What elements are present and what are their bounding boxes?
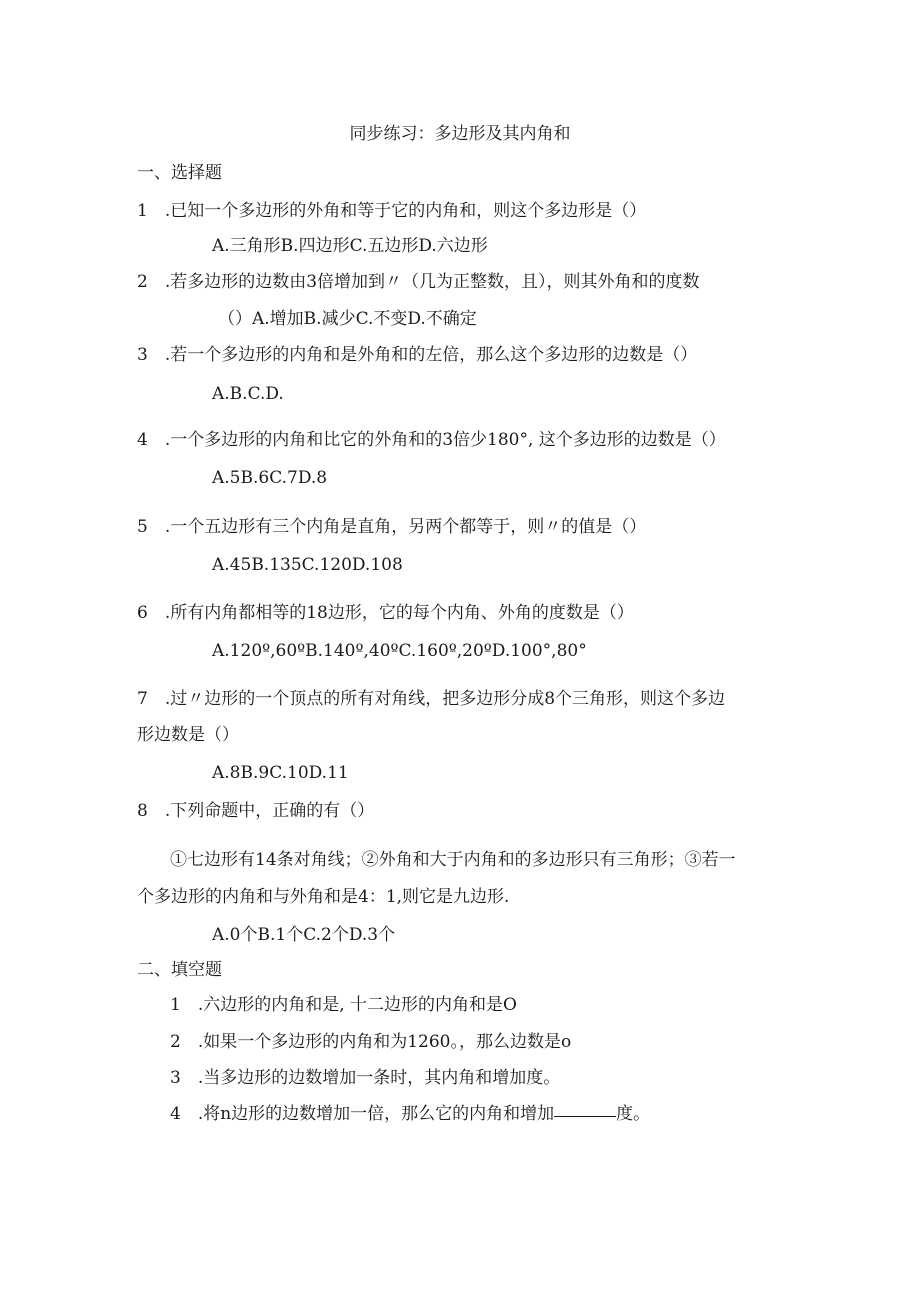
question-2-options: （）A.增加B.减少C.不变D.不确定 <box>218 309 477 329</box>
question-3-stem: 3 .若一个多边形的内角和是外角和的左倍，那么这个多边形的边数是（） <box>137 345 698 365</box>
question-1-stem: 1 .已知一个多边形的外角和等于它的内角和，则这个多边形是（） <box>137 201 647 221</box>
question-8-body-line-2: 个多边形的内角和与外角和是4：1,则它是九边形. <box>137 887 510 907</box>
question-8-options: A.0个B.1个C.2个D.3个 <box>212 925 396 945</box>
fill-question-4-text: 4 .将n边形的边数增加一倍，那么它的内角和增加 <box>170 1104 555 1124</box>
question-8-body-line-1: ①七边形有14条对角线；②外角和大于内角和的多边形只有三角形；③若一 <box>170 850 736 870</box>
question-5-stem: 5 .一个五边形有三个内角是直角，另两个都等于，则〃的值是（） <box>137 517 647 537</box>
fill-question-2: 2 .如果一个多边形的内角和为1260。，那么边数是o <box>170 1032 572 1052</box>
question-6-stem: 6 .所有内角都相等的18边形，它的每个内角、外角的度数是（） <box>137 603 634 623</box>
fill-question-4 <box>170 1106 650 1123</box>
section-heading-fill: 二、填空题 <box>137 960 222 980</box>
question-7-stem: 7 .过〃边形的一个顶点的所有对角线，把多边形分成8个三角形，则这个多边 <box>137 689 726 709</box>
question-1-options: A.三角形B.四边形C.五边形D.六边形 <box>212 236 488 256</box>
fill-question-4-suffix: 度。 <box>616 1104 651 1124</box>
section-heading-choice: 一、选择题 <box>137 163 222 183</box>
fill-question-3: 3 .当多边形的边数增加一条时，其内角和增加度。 <box>170 1068 561 1088</box>
question-3-options: A.B.C.D. <box>212 384 284 404</box>
answer-blank[interactable] <box>554 1116 616 1117</box>
question-5-options: A.45B.135C.120D.108 <box>212 555 403 575</box>
question-7-options: A.8B.9C.10D.11 <box>212 763 349 783</box>
question-6-options: A.120º,60ºB.140º,40ºC.160º,20ºD.100°,80° <box>212 641 587 661</box>
question-2-stem: 2 .若多边形的边数由3倍增加到〃（几为正整数，且），则其外角和的度数 <box>137 272 700 292</box>
fill-question-1: 1 .六边形的内角和是, 十二边形的内角和是O <box>170 995 517 1015</box>
page-title: 同步练习：多边形及其内角和 <box>349 124 571 144</box>
question-4-stem: 4 .一个多边形的内角和比它的外角和的3倍少180°, 这个多边形的边数是（） <box>137 430 726 450</box>
question-8-stem: 8 .下列命题中，正确的有（） <box>137 801 375 821</box>
question-4-options: A.5B.6C.7D.8 <box>212 468 328 488</box>
question-7-stem-continued: 形边数是（） <box>137 725 239 745</box>
